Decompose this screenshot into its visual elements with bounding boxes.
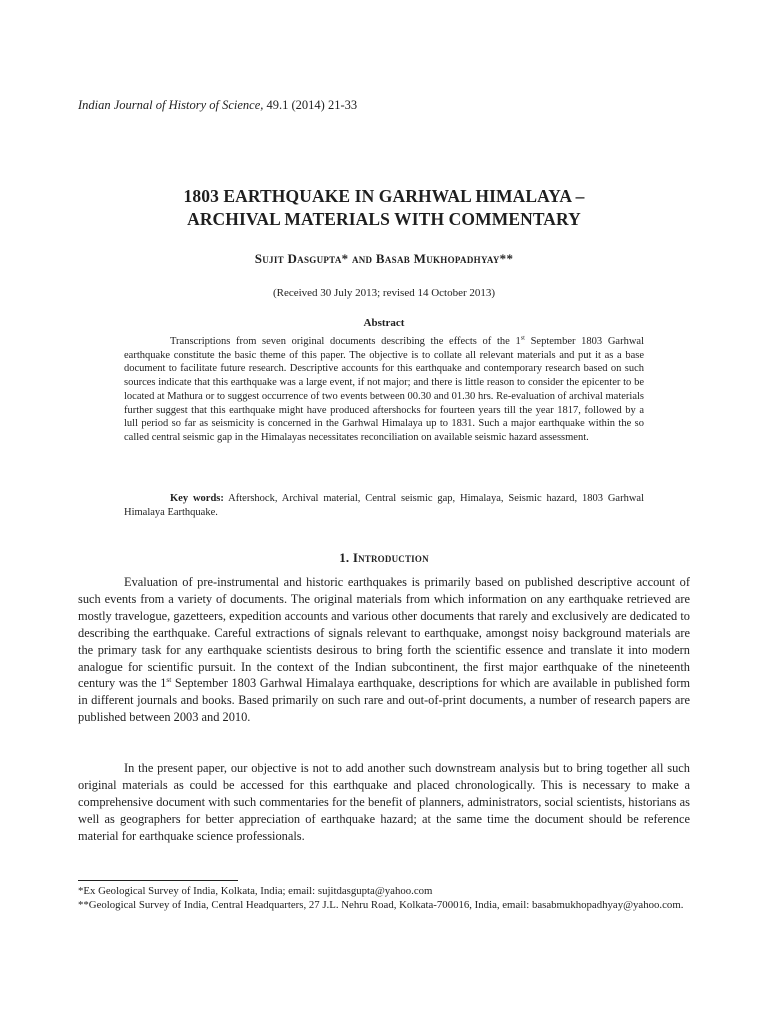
keywords-text: Aftershock, Archival material, Central seismic gap, Himalaya, Seismic hazard, 1803 Garhwal Himalaya Earthquake. (124, 493, 644, 518)
title-line-2: ARCHIVAL MATERIALS WITH COMMENTARY (187, 209, 581, 229)
paragraph-1-part-1: Evaluation of pre-instrumental and historic earthquakes is primarily based on published descriptive account of such events from a variety of documents. The original materials from which information on any earthquake retrieved are mostly travelogue, gazetteers, expedition accounts and various other documents that rarely and exclusively are dedicated to describing the earthquake. Careful extractions of signals relevant to earthquake, amongst noisy background materials are the primary task for any earthquake scientists desirous to bring forth the scientific essence and translate it into modern analogue for scientific pursuit. In the context of the Indian subcontinent, the first major earthquake of the nineteenth century was the 1 (78, 575, 690, 691)
section-number: 1. (339, 550, 350, 565)
abstract-text (124, 335, 644, 445)
section-title: Introduction (352, 550, 429, 565)
journal-citation: 49.1 (2014) 21-33 (266, 98, 358, 112)
authors: Sujit Dasgupta* and Basab Mukhopadhyay** (254, 251, 514, 266)
abstract-ordinal-suffix: st (520, 334, 525, 342)
keywords (124, 492, 644, 519)
footnotes (78, 884, 690, 913)
footnote-2: **Geological Survey of India, Central Headquarters, 27 J.L. Nehru Road, Kolkata-700016, India, email: basabmukhopadhyay@yahoo.com. (78, 899, 684, 912)
journal-name: Indian Journal of History of Science, (78, 98, 264, 112)
abstract-heading: Abstract (363, 317, 405, 329)
keywords-label: Key words: (170, 493, 224, 504)
paper-title (78, 185, 690, 231)
abstract-text-part-1: Transcriptions from seven original documents describing the effects of the 1 (170, 336, 521, 347)
section-heading-introduction (78, 550, 690, 566)
title-line-1: 1803 EARTHQUAKE IN GARHWAL HIMALAYA – (183, 186, 585, 206)
paragraph-1-ordinal-suffix: st (166, 675, 172, 685)
body-paragraph-1 (78, 574, 690, 726)
body-paragraph-2: In the present paper, our objective is not to add another such downstream analysis but to bring together all such original materials as could be accessed for this earthquake and placed chronologically. This is necessary to make a comprehensive document with such commentaries for the benefit of planners, administrators, social scientists, historians as well as geographers for better appreciation of earthquake hazard; at the same time the document should be reference material for earthquake science professionals. (78, 761, 690, 843)
footnote-1: *Ex Geological Survey of India, Kolkata, India; email: sujitdasgupta@yahoo.com (78, 885, 433, 897)
footnote-divider (78, 880, 238, 881)
journal-header (78, 97, 357, 113)
paragraph-1-part-2: September 1803 Garhwal Himalaya earthquake, descriptions for which are available in published form in different journals and books. Based primarily on such rare and out-of-print documents, a number of research papers are published between 2003 and 2010. (78, 676, 690, 725)
received-dates: (Received 30 July 2013; revised 14 October 2013) (272, 287, 496, 299)
abstract-text-part-2: September 1803 Garhwal earthquake constitute the basic theme of this paper. The objective is to collate all relevant materials and put it as a base document to facilitate future research. Descriptive accounts for this earthquake and contemporary research based on such sources indicate that this earthquake was a large event, if not major; and there is little reason to consider the epicenter to be located at Mathura or to suggest occurrence of two events between 00.30 and 01.30 hrs. Re-evaluation of archival materials further suggest that this earthquake might have produced aftershocks for fourteen years till the year 1817, followed by a lull period so far as seismicity is concerned in the Garhwal Himalaya up to 1831. Such a major earthquake within the so called central seismic gap in the Himalayas necessitates reconciliation on available seismic hazard assessment. (124, 336, 644, 443)
